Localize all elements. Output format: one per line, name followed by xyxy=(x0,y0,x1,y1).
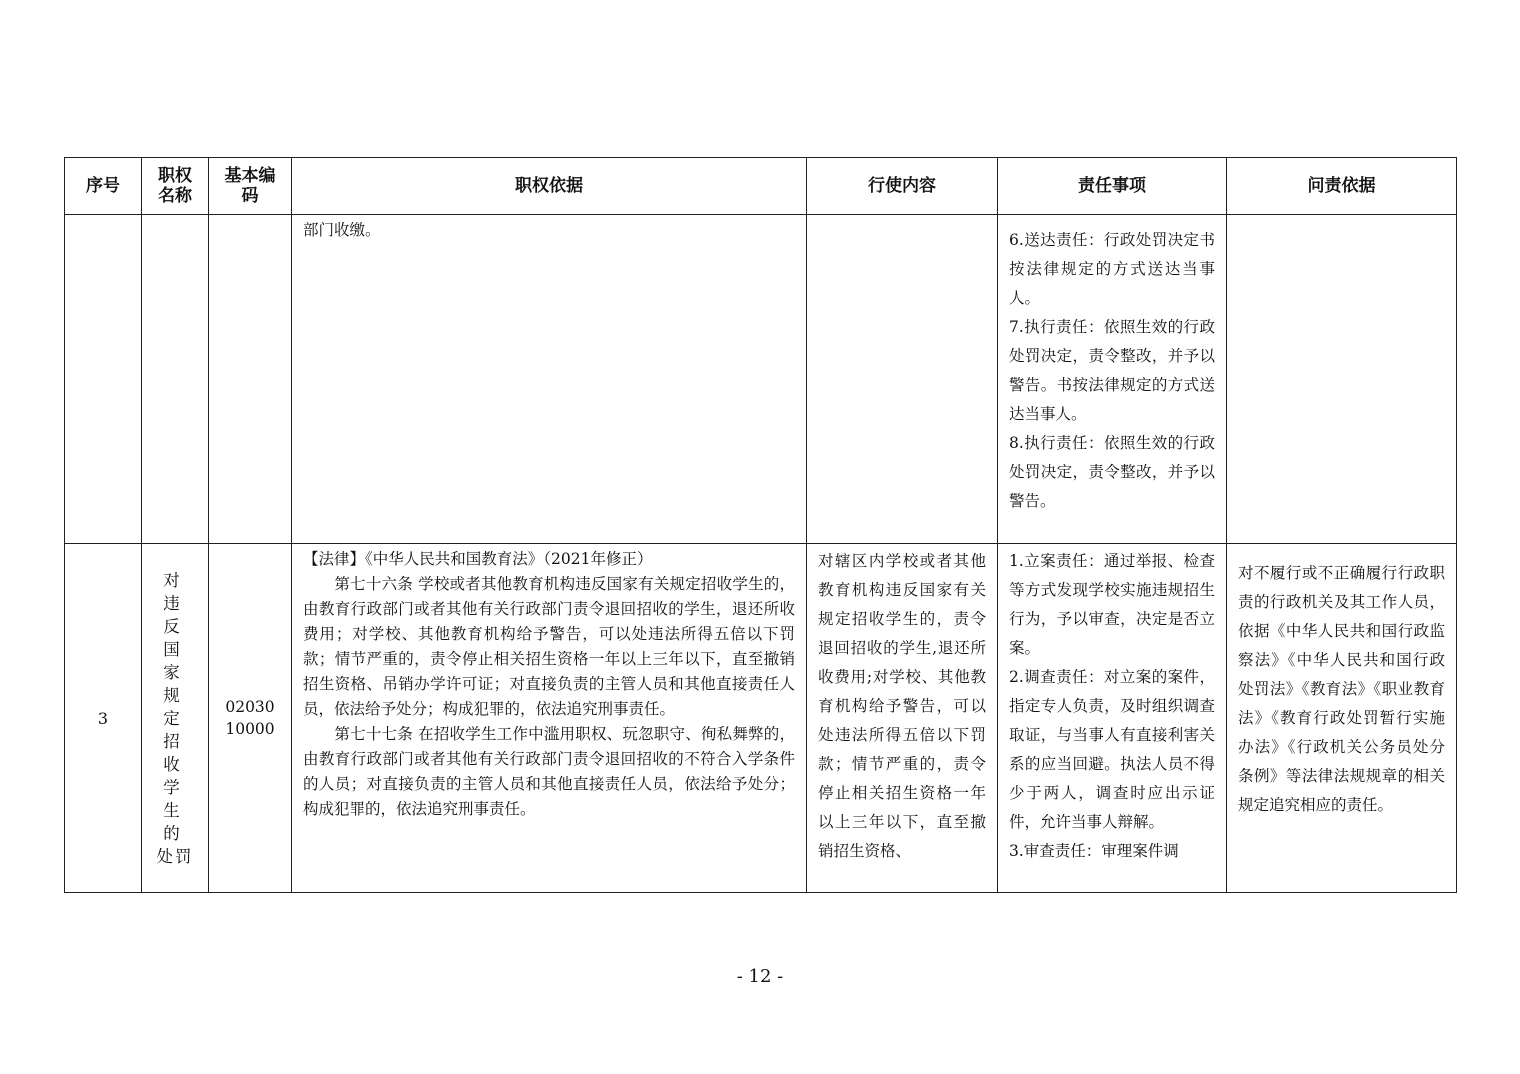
duty-name-text-end: 处罚 xyxy=(156,846,194,866)
row-basic-code xyxy=(209,215,292,544)
table-row xyxy=(65,215,1457,544)
responsibility-text: 6.送达责任：行政处罚决定书按法律规定的方式送达当事人。 7.执行责任：依照生效的行政处罚决定，责令整改，并予以警告。书按法律规定的方式送达当事人。 8.执行责任：依照生效的行政处罚决定，责令整改，并予以警告。 xyxy=(1009,231,1215,510)
row-duty-basis xyxy=(292,215,807,544)
row-exercise-content xyxy=(807,215,998,544)
header-responsibility: 责任事项 xyxy=(998,158,1227,215)
table-header-row xyxy=(65,158,1457,215)
row-duty-name xyxy=(142,544,209,893)
header-accountability-basis: 问责依据 xyxy=(1227,158,1457,215)
exercise-content-text xyxy=(808,216,996,222)
row-duty-name xyxy=(142,215,209,544)
accountability-text: 对不履行或不正确履行行政职责的行政机关及其工作人员，依据《中华人民共和国行政监察法》《中华人民共和国行政处罚法》《教育法》《职业教育法》《教育行政处罚暂行实施办法》《行政机关公务员处分条例》等法律法规规章的相关规定追究相应的责任。 xyxy=(1238,564,1445,814)
duty-basis-text: 部门收缴。 xyxy=(303,221,381,239)
row-accountability xyxy=(1227,215,1457,544)
row-seq: 3 xyxy=(65,544,142,893)
header-seq: 序号 xyxy=(65,158,142,215)
header-duty-basis: 职权依据 xyxy=(292,158,807,215)
row-basic-code: 02030 10000 xyxy=(209,544,292,893)
page-number: - 12 - xyxy=(736,966,784,987)
header-duty-name: 职权 名称 xyxy=(142,158,209,215)
duty-basis-text: 【法律】《中华人民共和国教育法》（2021年修正） 第七十六条 学校或者其他教育机构违反国家有关规定招收学生的，由教育行政部门或者其他有关行政部门责令退回招收的学生，退还所收费用；对学校、其他教育机构给予警告，可以处违法所得五倍以下罚款；情节严重的，责令停止相关招生资格一年以上三年以下，直至撤销招生资格、吊销办学许可证；对直接负责的主管人员和其他直接责任人员，依法给予处分；构成犯罪的，依法追究刑事责任。 第七十七条 在招收学生工作中滥用职权、玩忽职守、徇私舞弊的，由教育行政部门或者其他有关行政部门责令退回招收的不符合入学条件的人员；对直接负责的主管人员和其他直接责任人员，依法给予处分；构成犯罪的，依法追究刑事责任。 xyxy=(303,550,795,818)
row-responsibility xyxy=(998,215,1227,544)
row-responsibility xyxy=(998,544,1227,893)
header-exercise-content: 行使内容 xyxy=(807,158,998,215)
table-row xyxy=(65,544,1457,893)
accountability-text xyxy=(1228,216,1455,222)
row-exercise-content xyxy=(807,544,998,893)
row-duty-basis xyxy=(292,544,807,893)
exercise-content-text: 对辖区内学校或者其他教育机构违反国家有关规定招收学生的，责令退回招收的学生,退还所收费用;对学校、其他教育机构给予警告，可以处违法所得五倍以下罚款；情节严重的，责令停止相关招生资格一年以上三年以下，直至撤销招生资格、 xyxy=(818,552,986,860)
duty-name-text: 对违 反国 家规 定招 收学 生的 xyxy=(163,570,195,843)
responsibility-text: 1.立案责任：通过举报、检查等方式发现学校实施违规招生行为，予以审查，决定是否立案。 2.调查责任：对立案的案件，指定专人负责，及时组织调查取证，与当事人有直接利害关系的应当回避。执法人员不得少于两人，调查时应出示证件，允许当事人辩解。 3.审查责任：审理案件调 xyxy=(1009,552,1215,860)
row-accountability xyxy=(1227,544,1457,893)
duty-table xyxy=(64,157,1457,893)
header-basic-code: 基本编 码 xyxy=(209,158,292,215)
row-seq xyxy=(65,215,142,544)
